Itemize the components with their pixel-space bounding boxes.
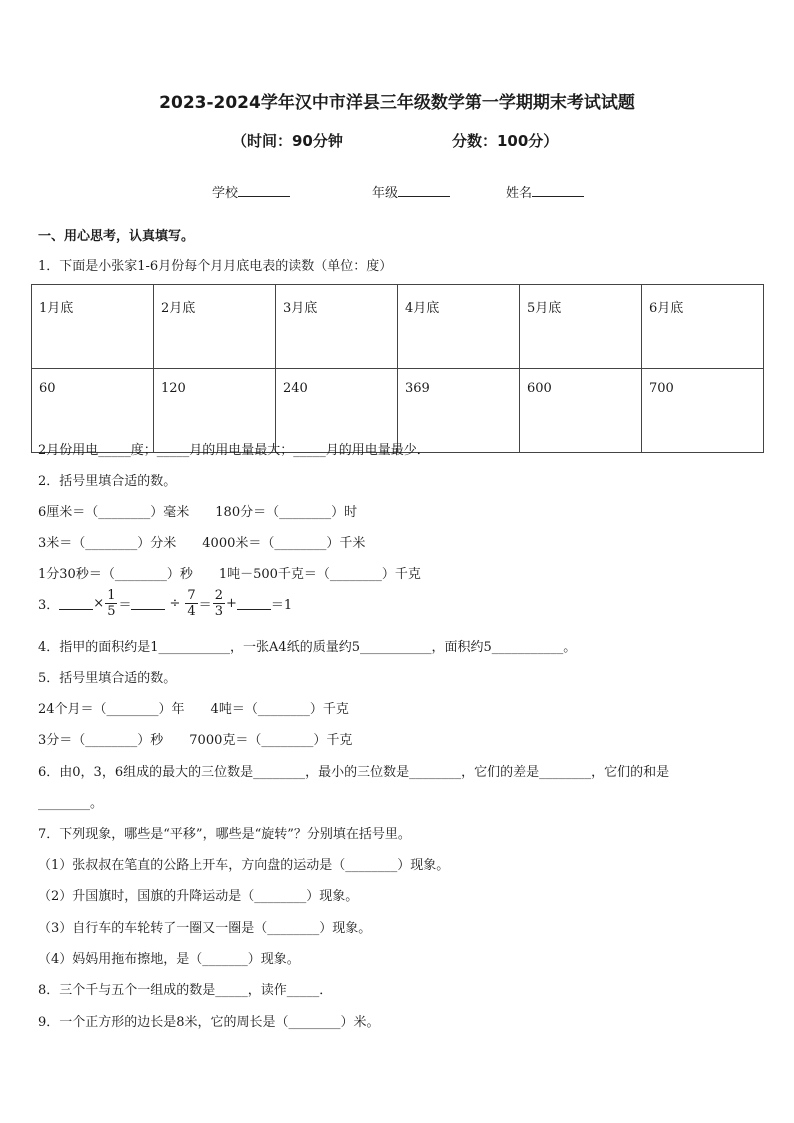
q3-eq-1: ＝ xyxy=(118,598,132,613)
exam-score: 分数：100分） xyxy=(452,132,559,150)
q3-fraction-3-num: 2 xyxy=(214,588,223,603)
table-cell: 600 xyxy=(520,369,642,453)
q8-text: 8．三个千与五个一组成的数是_____，读作_____． xyxy=(38,983,333,998)
school-label: 学校 xyxy=(212,186,239,201)
name-blank[interactable] xyxy=(532,184,584,197)
q3-fraction-2-num: 7 xyxy=(187,588,196,603)
grade-label: 年级 xyxy=(372,186,399,201)
grade-blank[interactable] xyxy=(398,184,450,197)
q1-followup: 2月份用电_____度；_____月的用电量最大；_____月的用电量最少． xyxy=(38,443,430,458)
page-title: 2023-2024学年汉中市洋县三年级数学第一学期期末考试试题 xyxy=(159,93,635,113)
school-blank[interactable] xyxy=(238,184,290,197)
q1-prompt: 1．下面是小张家1-6月份每个月月底电表的读数（单位：度） xyxy=(38,259,393,274)
q3-plus: + xyxy=(225,596,237,611)
table-header-cell: 2月底 xyxy=(154,285,276,369)
table-header-cell: 5月底 xyxy=(520,285,642,369)
q3-eq-2: ＝ xyxy=(198,598,212,613)
q7-item-1: （1）张叔叔在笔直的公路上开车，方向盘的运动是（________）现象。 xyxy=(38,858,450,873)
q3-fraction-3-den: 3 xyxy=(214,604,223,619)
q6-line-2: ________。 xyxy=(38,796,104,811)
q3-fraction-1 xyxy=(105,588,117,619)
table-cell: 60 xyxy=(32,369,154,453)
q3-equation xyxy=(38,588,292,619)
table-cell: 120 xyxy=(154,369,276,453)
q7-item-3: （3）自行车的车轮转了一圈又一圈是（________）现象。 xyxy=(38,921,372,936)
q7-prompt: 7．下列现象，哪些是“平移”，哪些是“旋转”？分别填在括号里。 xyxy=(38,827,411,842)
q3-blank-3[interactable] xyxy=(237,597,271,610)
school-field xyxy=(212,182,290,201)
name-field xyxy=(506,182,584,201)
table-cell: 240 xyxy=(276,369,398,453)
grade-field xyxy=(372,182,450,201)
q3-fraction-2-den: 4 xyxy=(187,604,196,619)
section-heading: 一、用心思考，认真填写。 xyxy=(38,229,195,244)
q5-row-2: 3分＝（________）秒 7000克＝（________）千克 xyxy=(38,733,353,748)
q3-times: × xyxy=(93,596,105,611)
table-header-cell: 4月底 xyxy=(398,285,520,369)
table-header-row xyxy=(32,285,764,369)
meter-reading-table xyxy=(31,284,764,453)
q3-div: ÷ xyxy=(169,596,181,611)
table-header-cell: 1月底 xyxy=(32,285,154,369)
table-header-cell: 3月底 xyxy=(276,285,398,369)
q3-blank-1[interactable] xyxy=(59,597,93,610)
q3-fraction-1-den: 5 xyxy=(107,604,116,619)
q3-fraction-2 xyxy=(185,588,197,619)
q3-end: ＝1 xyxy=(270,598,293,613)
q2-row-1: 6厘米＝（________）毫米 180分＝（________）时 xyxy=(38,505,358,520)
q7-item-4: （4）妈妈用拖布擦地，是（_______）现象。 xyxy=(38,952,300,967)
table-cell: 369 xyxy=(398,369,520,453)
table-header-cell: 6月底 xyxy=(642,285,764,369)
q3-blank-2[interactable] xyxy=(131,597,165,610)
exam-time: （时间：90分钟 xyxy=(232,132,343,150)
q7-item-2: （2）升国旗时，国旗的升降运动是（________）现象。 xyxy=(38,889,359,904)
q9-text: 9．一个正方形的边长是8米，它的周长是（________）米。 xyxy=(38,1015,380,1030)
q5-prompt: 5．括号里填合适的数。 xyxy=(38,671,177,686)
q2-prompt: 2．括号里填合适的数。 xyxy=(38,474,177,489)
q3-label: 3． xyxy=(38,598,60,613)
table-cell: 700 xyxy=(642,369,764,453)
q5-row-1: 24个月＝（________）年 4吨＝（________）千克 xyxy=(38,702,349,717)
name-label: 姓名 xyxy=(506,186,533,201)
q2-row-2: 3米＝（________）分米 4000米＝（________）千米 xyxy=(38,536,366,551)
q4-text: 4．指甲的面积约是1___________，一张A4纸的质量约5___________，面积约5___________。 xyxy=(38,640,577,655)
q6-line-1: 6．由0，3，6组成的最大的三位数是________，最小的三位数是________，它们的差是________，它们的和是 xyxy=(38,765,670,780)
q3-fraction-1-num: 1 xyxy=(107,588,116,603)
q3-fraction-3 xyxy=(213,588,225,619)
q2-row-3: 1分30秒＝（________）秒 1吨－500千克＝（________）千克 xyxy=(38,567,421,582)
